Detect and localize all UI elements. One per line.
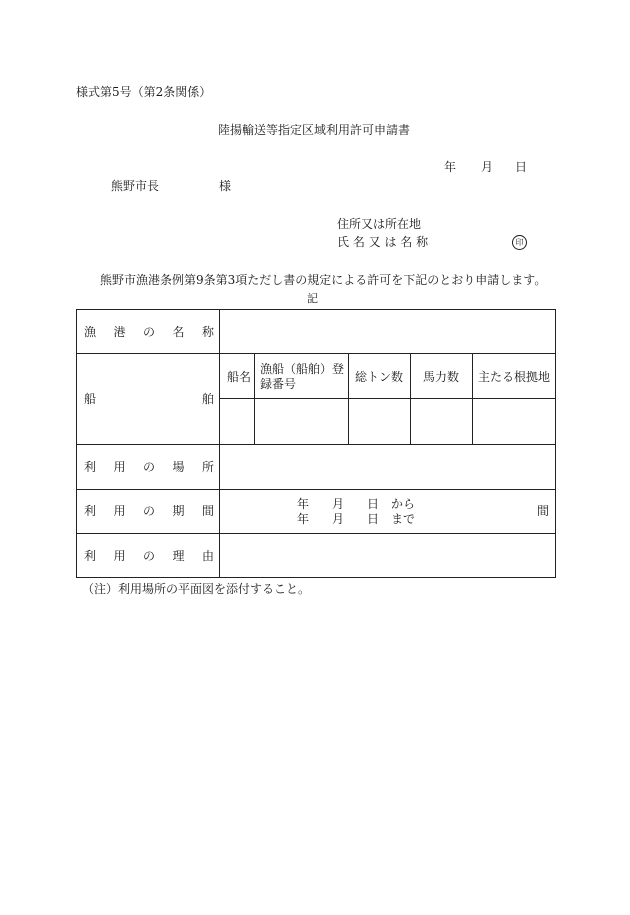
vessel-column-divider: [472, 353, 473, 444]
addressee-name: 熊野市長: [111, 179, 160, 193]
addressee-honorific: 様: [219, 179, 232, 193]
period-from-day: 日: [367, 497, 380, 511]
period-from-year: 年: [297, 497, 310, 511]
period-to-day: 日: [367, 512, 380, 526]
application-table: [76, 309, 556, 578]
horsepower-header: 馬力数: [423, 370, 460, 384]
row-divider: [77, 353, 555, 354]
vessel-column-divider: [410, 353, 411, 444]
row-divider: [77, 533, 555, 534]
gross-tonnage-header: 総トン数: [355, 370, 404, 384]
period-to-month: 月: [332, 512, 345, 526]
date-year-label: 年: [444, 160, 457, 174]
home-base-header: 主たる根拠地: [478, 370, 551, 384]
row-divider: [77, 444, 555, 445]
period-from-month: 月: [332, 497, 345, 511]
vessel-column-divider: [254, 353, 255, 444]
ki-label: 記: [307, 292, 318, 305]
footnote: （注）利用場所の平面図を添付すること。: [82, 582, 311, 596]
use-location-label: 利 用 の 場 所: [84, 460, 214, 474]
harbor-name-label: 漁 港 の 名 称: [84, 325, 214, 339]
seal-mark: 印: [512, 235, 527, 250]
date-month-label: 月: [481, 160, 494, 174]
date-day-label: 日: [515, 160, 528, 174]
registration-number-header: 漁船（船舶）登録番号: [260, 362, 345, 391]
vessel-header-divider: [219, 398, 555, 399]
row-divider: [77, 489, 555, 490]
use-period-label: 利 用 の 期 間: [84, 504, 214, 518]
vessel-label: 船 舶: [84, 392, 214, 406]
form-number: 様式第5号（第2条関係）: [76, 85, 212, 99]
label-column-divider: [219, 310, 220, 577]
period-to-suffix: まで: [391, 512, 416, 526]
application-statement: 熊野市漁港条例第9条第3項ただし書の規定による許可を下記のとおり申請します。: [100, 273, 547, 287]
period-to-year: 年: [297, 512, 310, 526]
ship-name-header: 船名: [227, 370, 252, 384]
applicant-address-label: 住所又は所在地: [337, 217, 422, 231]
form-title: 陸揚輸送等指定区域利用許可申請書: [218, 123, 411, 137]
use-reason-label: 利 用 の 理 由: [84, 549, 214, 563]
period-from-suffix: から: [391, 497, 416, 511]
applicant-name-label: 氏 名 又 は 名 称: [337, 235, 429, 249]
period-duration-suffix: 間: [537, 504, 550, 518]
